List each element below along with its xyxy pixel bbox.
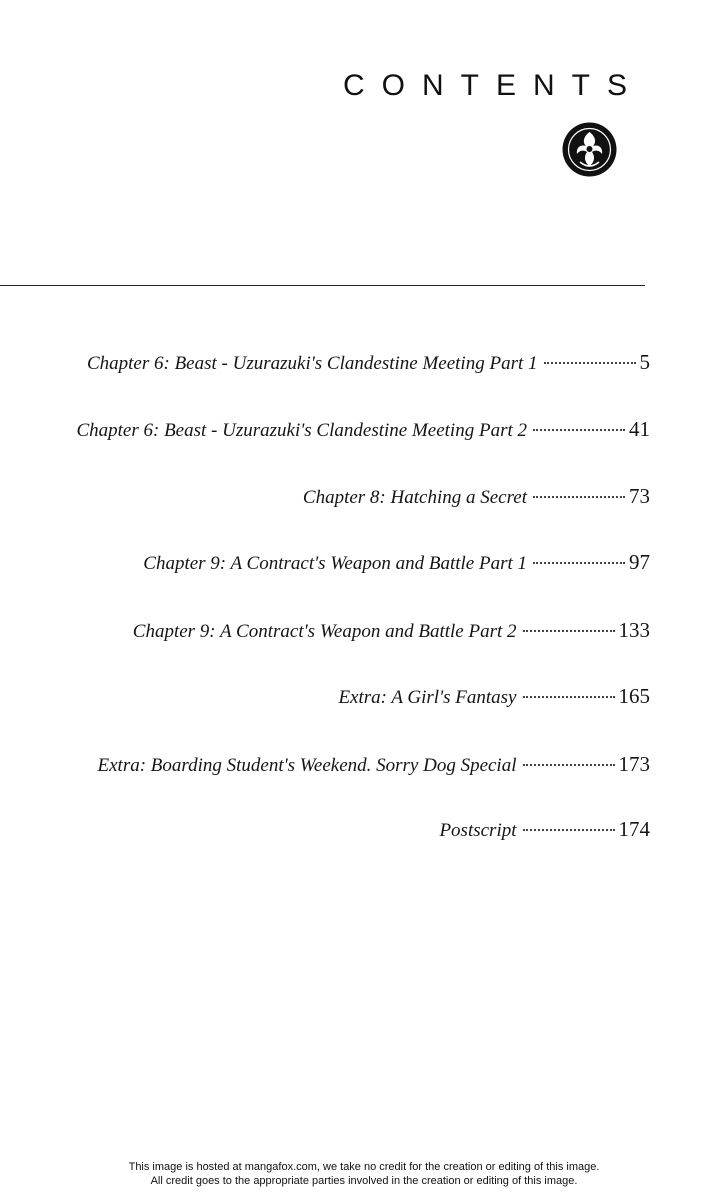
toc-entry[interactable] <box>143 550 650 580</box>
toc-entry-page: 174 <box>618 817 650 841</box>
hosting-notice <box>0 1160 728 1188</box>
dot-leader <box>544 361 636 364</box>
toc-entry[interactable] <box>439 817 650 847</box>
toc-entry-title: Extra: Boarding Student's Weekend. Sorry Dog Special <box>97 755 517 776</box>
toc-entry-title: Chapter 9: A Contract's Weapon and Battle Part 1 <box>143 553 527 574</box>
toc-entry[interactable] <box>338 684 650 714</box>
toc-entry-page: 5 <box>639 350 650 374</box>
toc-entry-title: Extra: A Girl's Fantasy <box>338 687 517 708</box>
dot-leader <box>533 428 625 431</box>
toc-entry-page: 41 <box>629 417 650 441</box>
toc-entry[interactable] <box>133 618 650 648</box>
toc-entry-page: 97 <box>629 550 650 574</box>
dot-leader <box>533 495 625 498</box>
credit-notice-line: All credit goes to the appropriate parties involved in the creation or editing of this image. <box>150 1175 578 1187</box>
toc-entry-page: 173 <box>618 752 650 776</box>
dot-leader <box>523 695 615 698</box>
toc-entry[interactable] <box>303 484 650 514</box>
toc-entry[interactable] <box>87 350 650 380</box>
dot-leader <box>523 629 615 632</box>
toc-entry-page: 133 <box>618 618 650 642</box>
toc-entry-title: Chapter 6: Beast - Uzurazuki's Clandestine Meeting Part 1 <box>86 353 538 374</box>
dot-leader <box>523 828 615 831</box>
toc-entry-title: Chapter 6: Beast - Uzurazuki's Clandestine Meeting Part 2 <box>76 420 527 441</box>
toc-entry-page: 165 <box>618 684 650 708</box>
toc-entry-page: 73 <box>629 484 650 508</box>
toc-entry-title: Postscript <box>439 820 517 841</box>
toc-entry[interactable] <box>98 752 651 782</box>
dot-leader <box>523 763 615 766</box>
toc-entry-title: Chapter 9: A Contract's Weapon and Battle Part 2 <box>132 621 517 642</box>
toc-entry[interactable] <box>76 417 650 447</box>
hosting-notice-line: This image is hosted at mangafox.com, we take no credit for the creation or editing of this image. <box>128 1161 600 1173</box>
dot-leader <box>533 561 625 564</box>
toc-entry-title: Chapter 8: Hatching a Secret <box>302 487 527 508</box>
page-title: CONTENTS <box>343 69 644 102</box>
